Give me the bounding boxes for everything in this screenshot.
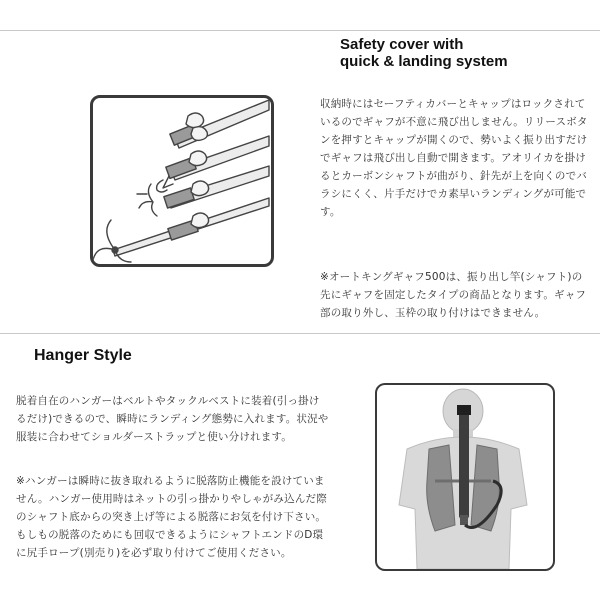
safety-heading-line1: Safety cover with [340, 36, 464, 53]
top-divider [0, 30, 600, 31]
hanger-note [16, 472, 330, 562]
hanger-illustration-frame [375, 383, 555, 571]
hanger-note-text: ※ハンガーは瞬時に抜き取れるように脱落防止機能を設けていません。ハンガー使用時はネットの引っ掛かりやしゃがみ込んだ際のシャフト底からの突き上げ等による脱落にお気を付け下さい。もしもの脱落のためにも回収できるようにシャフトエンドのD環に尻手ロープ(別売り)を必ず取り付けてご使用ください。 [16, 475, 327, 559]
gaff-hands-illustration [93, 98, 271, 264]
safety-note [320, 268, 588, 322]
safety-heading [340, 36, 508, 70]
hanger-paragraph [16, 392, 330, 446]
safety-paragraph [320, 95, 588, 221]
gaff-illustration-frame [90, 95, 274, 267]
hanger-heading: Hanger Style [34, 347, 132, 364]
hanger-person-illustration [377, 385, 553, 569]
safety-heading-line2: quick & landing system [340, 53, 508, 70]
safety-note-text: ※オートキングギャフ500は、振り出し竿(シャフト)の先にギャフを固定したタイプの商品となります。ギャフ部の取り外し、玉枠の取り付けはできません。 [320, 271, 587, 319]
hanger-paragraph-text: 脱着自在のハンガーはベルトやタックルベストに装着(引っ掛けるだけ)できるので、瞬時にランディング態勢に入れます。状況や服装に合わせてショルダーストラップと使い分けれます。 [16, 395, 329, 443]
middle-divider [0, 333, 600, 334]
safety-paragraph-text: 収納時にはセーフティカバーとキャップはロックされているのでギャフが不意に飛び出しません。リリースボタンを押すとキャップが開くので、勢いよく振り出すだけでギャフは飛び出し自動で開きます。アオリイカを掛けるとカーボンシャフトが曲がり、針先が上を向くのでバラシにくく、片手だけでカ素早いランディングが可能です。 [320, 98, 588, 218]
